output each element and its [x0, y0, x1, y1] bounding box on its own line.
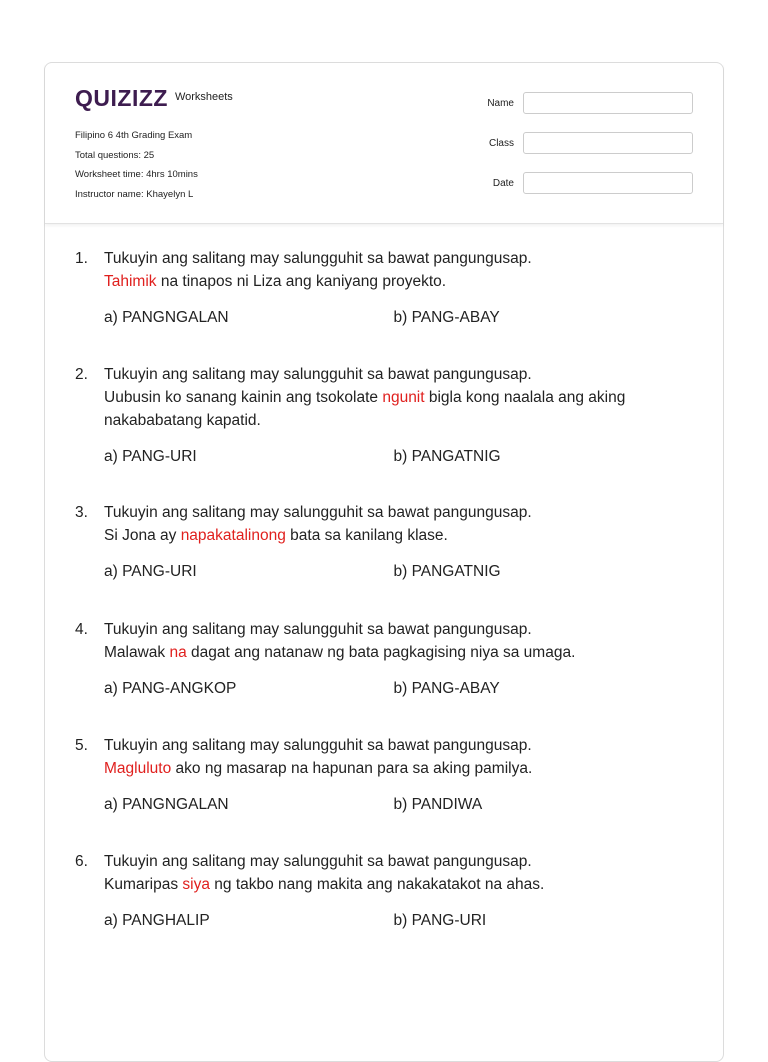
quizizz-logo: QUIZIZZ — [75, 85, 168, 111]
answer-options — [104, 306, 683, 329]
option-b[interactable]: b) PANG-ABAY — [393, 309, 500, 326]
question-item — [45, 501, 723, 618]
question-number: 1. — [75, 250, 88, 267]
question-item — [45, 247, 723, 363]
class-label: Class — [488, 137, 514, 149]
sentence-after: ng takbo nang makita ang nakakatakot na ahas. — [209, 876, 545, 893]
question-item — [45, 363, 723, 501]
option-b[interactable]: b) PANG-URI — [393, 912, 487, 929]
question-prompt: Tukuyin ang salitang may salungguhit sa bawat pangungusap. — [104, 366, 532, 383]
underlined-word: Magluluto — [104, 760, 172, 777]
option-b[interactable]: b) PANGATNIG — [393, 448, 501, 465]
worksheet-time: Worksheet time: 4hrs 10mins — [75, 169, 198, 180]
sentence-after: bata sa kanilang klase. — [285, 527, 448, 544]
sentence-after: bigla kong naalala ang aking nakababatang kapatid. — [104, 389, 626, 429]
question-prompt: Tukuyin ang salitang may salungguhit sa bawat pangungusap. — [104, 250, 532, 267]
worksheet-card — [44, 62, 724, 1062]
student-fields — [487, 91, 693, 211]
class-field[interactable] — [523, 132, 693, 154]
question-sentence — [104, 270, 683, 293]
brand — [75, 85, 233, 112]
sentence-before: Si Jona ay — [104, 527, 181, 544]
date-field[interactable] — [523, 172, 693, 194]
answer-options — [104, 445, 683, 468]
sentence-before: Uubusin ko sanang kainin ang tsokolate — [104, 389, 383, 406]
option-a[interactable]: a) PANGNGALAN — [104, 309, 229, 326]
option-b[interactable]: b) PANDIWA — [393, 796, 483, 813]
sentence-after: dagat ang natanaw ng bata pagkagising niya sa umaga. — [186, 644, 576, 661]
total-questions: Total questions: 25 — [75, 149, 155, 161]
underlined-word: Tahimik — [104, 273, 157, 290]
underlined-word: napakatalinong — [180, 527, 286, 544]
option-a[interactable]: a) PANG-URI — [104, 563, 197, 580]
question-sentence — [104, 524, 683, 547]
answer-options — [104, 909, 683, 932]
question-sentence — [104, 386, 683, 432]
option-a[interactable]: a) PANGHALIP — [104, 912, 210, 929]
name-field[interactable] — [523, 92, 693, 114]
worksheet-header — [45, 63, 723, 224]
question-sentence — [104, 641, 683, 664]
name-label: Name — [487, 97, 514, 109]
sentence-after: ako ng masarap na hapunan para sa aking pamilya. — [171, 760, 533, 777]
question-prompt: Tukuyin ang salitang may salungguhit sa bawat pangungusap. — [104, 621, 532, 638]
worksheet-title: Filipino 6 4th Grading Exam — [75, 130, 193, 141]
worksheet-meta — [75, 126, 198, 204]
question-list — [45, 247, 723, 966]
option-a[interactable]: a) PANG-URI — [104, 448, 197, 465]
question-number: 5. — [75, 737, 88, 754]
answer-options — [104, 793, 683, 816]
option-b[interactable]: b) PANGATNIG — [393, 563, 501, 580]
question-prompt: Tukuyin ang salitang may salungguhit sa bawat pangungusap. — [104, 853, 532, 870]
option-a[interactable]: a) PANG-ANGKOP — [104, 680, 237, 697]
question-number: 2. — [75, 366, 88, 383]
question-item — [45, 618, 723, 734]
question-prompt: Tukuyin ang salitang may salungguhit sa bawat pangungusap. — [104, 737, 532, 754]
instructor-name: Instructor name: Khayelyn L — [75, 188, 194, 200]
question-prompt: Tukuyin ang salitang may salungguhit sa bawat pangungusap. — [104, 504, 532, 521]
question-item — [45, 734, 723, 850]
underlined-word: na — [169, 644, 187, 661]
question-sentence — [104, 757, 683, 780]
question-number: 4. — [75, 621, 88, 638]
sentence-before: Malawak — [104, 644, 170, 661]
name-row — [487, 91, 693, 115]
question-number: 6. — [75, 853, 88, 870]
underlined-word: ngunit — [382, 389, 425, 406]
underlined-word: siya — [182, 876, 210, 893]
question-item — [45, 850, 723, 966]
question-number: 3. — [75, 504, 88, 521]
class-row — [487, 131, 693, 155]
date-row — [487, 171, 693, 195]
question-sentence — [104, 873, 683, 896]
option-a[interactable]: a) PANGNGALAN — [104, 796, 229, 813]
date-label: Date — [492, 177, 514, 189]
brand-subtitle: Worksheets — [174, 90, 233, 103]
sentence-before: Kumaripas — [104, 876, 183, 893]
option-b[interactable]: b) PANG-ABAY — [393, 680, 500, 697]
sentence-after: na tinapos ni Liza ang kaniyang proyekto. — [156, 273, 447, 290]
answer-options — [104, 677, 683, 700]
answer-options — [104, 560, 683, 583]
